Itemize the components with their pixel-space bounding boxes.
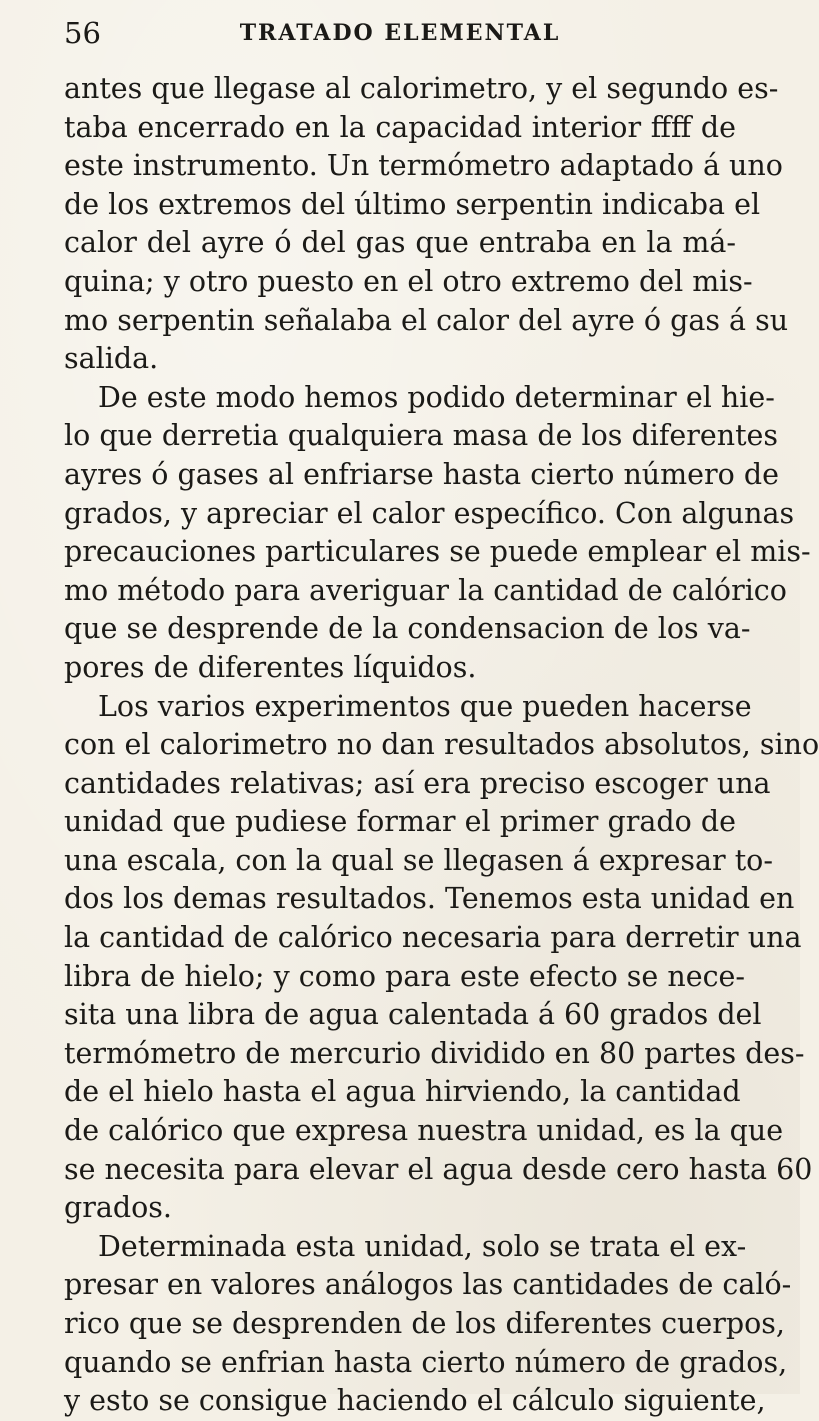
text-line: grados. (64, 1191, 172, 1225)
text-line: grados, y apreciar el calor específico. Con algunas (64, 496, 795, 530)
text-line: mo serpentin señalaba el calor del ayre ó gas á su (64, 303, 789, 337)
text-line: Los varios experimentos que pueden hacerse (98, 689, 752, 723)
text-line: termómetro de mercurio dividido en 80 partes des- (64, 1036, 805, 1070)
text-line: cantidades relativas; así era preciso escoger una (64, 766, 771, 800)
page-number: 56 (64, 16, 101, 50)
text-line: de calórico que expresa nuestra unidad, es la que (64, 1114, 784, 1148)
body-text (64, 70, 819, 1421)
text-line: con el calorimetro no dan resultados absolutos, sino (64, 728, 819, 762)
text-line: presar en valores análogos las cantidades de caló- (64, 1268, 792, 1302)
text-line: taba encerrado en la capacidad interior ffff de (64, 110, 736, 144)
page-header (64, 16, 736, 50)
text-line: de los extremos del último serpentin indicaba el (64, 187, 761, 221)
text-line: rico que se desprenden de los diferentes cuerpos, (64, 1307, 785, 1340)
text-line: Determinada esta unidad, solo se trata el ex- (98, 1229, 747, 1263)
text-line: ayres ó gases al enfriarse hasta cierto número de (64, 457, 780, 491)
text-line: pores de diferentes líquidos. (64, 650, 477, 684)
text-line: y esto se consigue haciendo el cálculo siguiente, (64, 1384, 766, 1418)
text-line: que se desprende de la condensacion de los va- (64, 612, 751, 646)
text-line: dos los demas resultados. Tenemos esta unidad en (64, 882, 795, 916)
text-line: lo que derretia qualquiera masa de los diferentes (64, 419, 779, 453)
text-line: sita una libra de agua calentada á 60 grados del (64, 998, 762, 1032)
text-line: una escala, con la qual se llegasen á expresar to- (64, 843, 773, 877)
text-line: antes que llegase al calorimetro, y el segundo es- (64, 72, 779, 105)
text-line: libra de hielo; y como para este efecto se nece- (64, 959, 746, 993)
text-line: quando se enfrian hasta cierto número de grados, (64, 1345, 788, 1379)
text-line: se necesita para elevar el agua desde cero hasta 60 (64, 1152, 813, 1186)
text-line: salida. (64, 342, 159, 376)
text-line: este instrumento. Un termómetro adaptado á uno (64, 149, 783, 183)
text-line: precauciones particulares se puede emplear el mis- (64, 535, 811, 569)
text-line: calor del ayre ó del gas que entraba en la má- (64, 226, 736, 260)
text-line: quina; y otro puesto en el otro extremo del mis- (64, 264, 753, 298)
text-line: la cantidad de calórico necesaria para derretir una (64, 921, 802, 955)
text-line: De este modo hemos podido determinar el hie- (98, 380, 775, 414)
text-line: mo método para averiguar la cantidad de calórico (64, 573, 787, 607)
text-line: de el hielo hasta el agua hirviendo, la cantidad (64, 1075, 741, 1109)
text-line: unidad que pudiese formar el primer grado de (64, 805, 736, 839)
running-head: TRATADO ELEMENTAL (239, 20, 561, 46)
